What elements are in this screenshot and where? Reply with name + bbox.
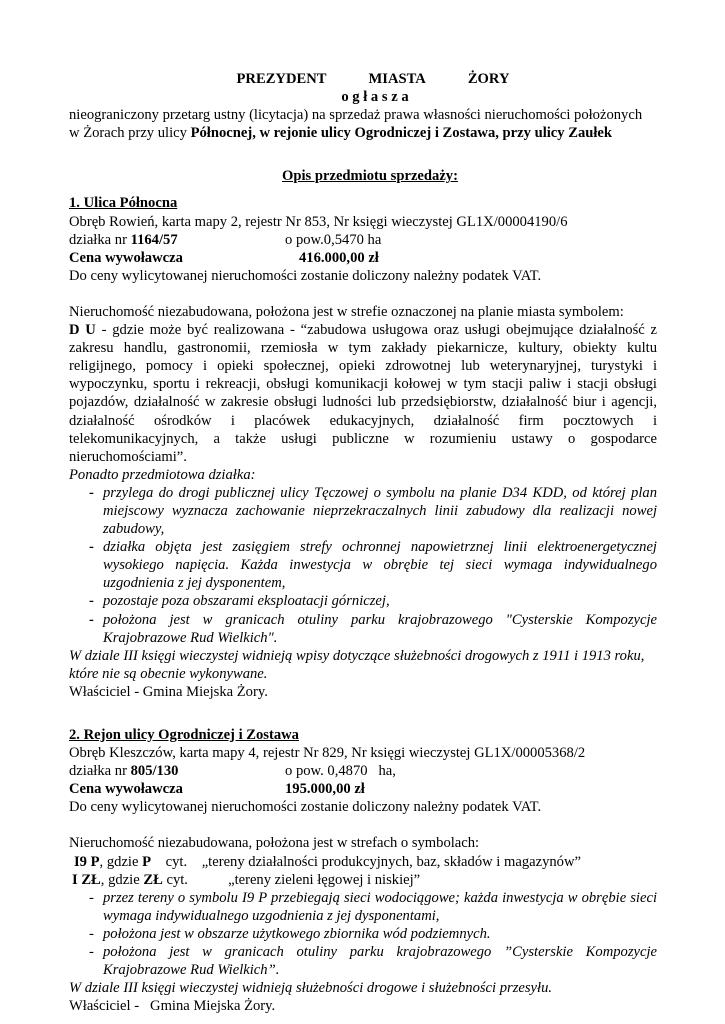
property1-bullets [69, 484, 657, 647]
announcement-title [69, 70, 657, 88]
property2-location: Obręb Kleszczów, karta mapy 4, rejestr Nr 829, Nr księgi wieczystej GL1X/00005368/2 [69, 745, 586, 762]
plot-number: 1164/57 [130, 231, 178, 248]
list-item: - położona jest w granicach otuliny parku krajobrazowego ”Cysterskie Kompozycje Krajobrazowe Rud Wielkich”. [69, 943, 657, 979]
property1-plot-row [69, 231, 657, 249]
property1-zoning-text [69, 321, 657, 466]
symbol-code: I ZŁ [72, 871, 101, 888]
list-item: - przylega do drogi publicznej ulicy Tęczowej o symbolu na planie D34 KDD, od której plan miejscowy wyznacza zachowanie nieprzekraczalnych linii zabudowy dla realizacji nowej zabudowy, [69, 484, 657, 538]
announce-verb: o g ł a s z a [341, 89, 409, 106]
symbol-code: I9 P [74, 853, 100, 870]
zoning-symbol: D U [69, 322, 96, 339]
property1-extra-intro: Ponadto przedmiotowa działka: [69, 466, 256, 483]
property1-easement-note: W dziale III księgi wieczystej widnieją wpisy dotyczące służebności drogowych z 1911 i 1913 roku, które nie są obecnie wykonywane. [69, 647, 645, 682]
plot-number: 805/130 [130, 763, 179, 780]
price-value: 416.000,00 zł [299, 249, 379, 266]
symbol-gdzie: , gdzie [99, 853, 143, 870]
property2-price-row [69, 780, 657, 798]
price-label: Cena wywoławcza [69, 781, 183, 798]
intro-streets: Północnej, w rejonie ulicy Ogrodniczej i Zostawa, przy ulicy Zaułek [190, 125, 613, 142]
title-word-miasta: MIASTA [368, 71, 426, 87]
symbol-description: cyt. „tereny działalności produkcyjnych, baz, składów i magazynów” [151, 853, 581, 870]
plot-area: o pow.0,5470 ha [285, 231, 382, 248]
property1-heading: 1. Ulica Północna [69, 195, 178, 212]
zoning-description: - gdzie może być realizowana - “zabudowa usługowa oraz usługi obejmujące działalność z zakresu handlu, gastronomii, rzemiosła w tym zakłady piekarnicze, kultury, obiekty kultu religijnego, pomocy i opieki społecznej, opieki zdrowotnej lub weterynaryjnej, turystyki i wypoczynku, sportu i rekreacji, obsługi komunikacji kołowej w tym stacji paliw i stacji obsługi pojazdów, działalność w zakresie obsługi ludności lub przedsiębiorstw, działalność biur i agencji, działalność ośrodków i placówek edukacyjnych, działalność firm pocztowych i telekomunikacyjnych, a także usługi publiczne w rozumieniu ustawy o gospodarce nieruchomościami”. [69, 322, 657, 465]
property2-vat-note: Do ceny wylicytowanej nieruchomości zostanie doliczony należny podatek VAT. [69, 799, 542, 816]
section-title: Opis przedmiotu sprzedaży: [282, 168, 458, 185]
symbol-description: cyt. „tereny zieleni łęgowej i niskiej” [162, 871, 421, 888]
list-item: - położona jest w granicach otuliny parku krajobrazowego "Cysterskie Kompozycje Krajobrazowe Rud Wielkich". [69, 611, 657, 647]
title-word-zory: ŻORY [467, 71, 510, 87]
list-item: - pozostaje poza obszarami eksploatacji górniczej, [69, 592, 657, 610]
title-word-prezydent: PREZYDENT [236, 71, 327, 87]
property2-symbol-1 [69, 853, 657, 871]
price-value: 195.000,00 zł [285, 781, 365, 798]
property2-easement-note: W dziale III księgi wieczystej widnieją służebności drogowe i służebności przesyłu. [69, 980, 553, 997]
symbol-letter: P [142, 853, 152, 870]
property2-owner: Właściciel - Gmina Miejska Żory. [69, 998, 276, 1015]
property2-symbol-2 [69, 871, 657, 889]
plot-label: działka nr [69, 231, 131, 248]
symbol-gdzie: , gdzie [100, 871, 144, 888]
property1-owner: Właściciel - Gmina Miejska Żory. [69, 683, 268, 700]
document-page [69, 70, 657, 1015]
price-label: Cena wywoławcza [69, 249, 183, 266]
property2-heading: 2. Rejon ulicy Ogrodniczej i Zostawa [69, 727, 299, 743]
property1-zoning-intro: Nieruchomość niezabudowana, położona jest w strefie oznaczonej na planie miasta symbolem: [69, 303, 624, 320]
list-item: - przez tereny o symbolu I9 P przebiegają sieci wodociągowe; każda inwestycja w obrębie sieci wymaga indywidualnego uzgodnienia z jej dysponentami, [69, 889, 657, 925]
plot-area: o pow. 0,4870 ha, [285, 763, 396, 780]
property2-zoning-intro: Nieruchomość niezabudowana, położona jest w strefach o symbolach: [69, 835, 480, 852]
property2-plot-row [69, 762, 657, 780]
plot-label: działka nr [69, 763, 131, 780]
intro-line-2 [69, 124, 657, 142]
list-item: - położona jest w obszarze użytkowego zbiornika wód podziemnych. [69, 925, 657, 943]
symbol-letter: ZŁ [143, 871, 163, 888]
property1-vat-note: Do ceny wylicytowanej nieruchomości zostanie doliczony należny podatek VAT. [69, 267, 542, 284]
property2-bullets [69, 889, 657, 979]
intro-prefix: w Żorach przy ulicy [69, 125, 191, 142]
intro-line-1: nieograniczony przetarg ustny (licytacja) na sprzedaż prawa własności nieruchomości położonych [69, 107, 643, 124]
list-item: - działka objęta jest zasięgiem strefy ochronnej napowietrznej linii elektroenergetycznej wysokiego napięcia. Każda inwestycja w obrębie tej sieci wymaga indywidualnego uzgodnienia z jej dysponentem, [69, 538, 657, 592]
property1-price-row [69, 249, 657, 267]
property1-location: Obręb Rowień, karta mapy 2, rejestr Nr 853, Nr księgi wieczystej GL1X/00004190/6 [69, 213, 568, 230]
